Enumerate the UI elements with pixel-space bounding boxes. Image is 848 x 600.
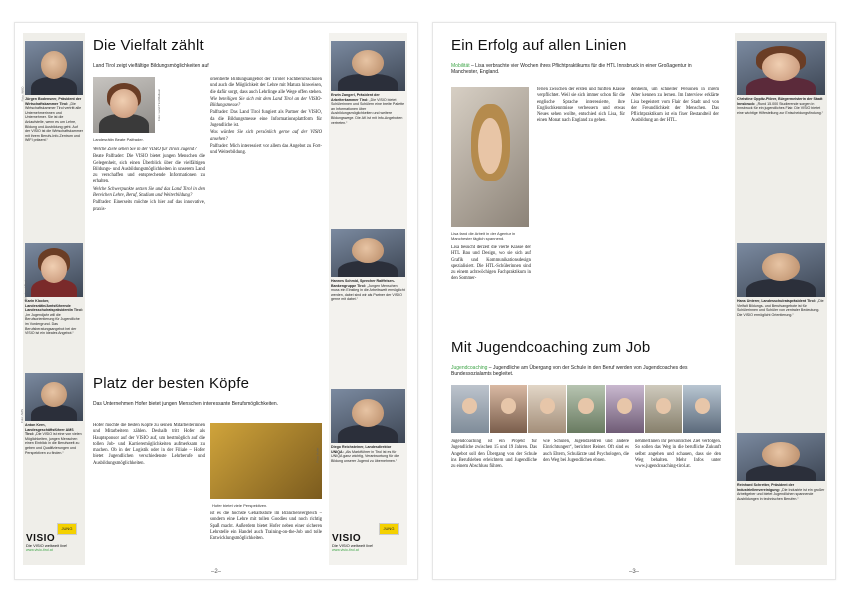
person-name: Jürgen Bodenseer, Präsident der Wirtschaftskammer Tirol: <box>25 97 82 106</box>
article-column: Hofer möchte die besten Köpfe zu seinen Mitarbeiterinnen und Mitarbeitern zählen. Deshalb tritt Hofer als Hauptsponsor auf der VISIO auf, um bestmöglich auf die tollen Job- und Karrieremöglichkeiten aufmerksam zu machen. Ob in der Logistik oder in der Filiale – Hofer bietet Jugendlichen verschiedenste Lehrberufe und Ausbildungsmöglichkeiten. <box>93 423 205 466</box>
left-page <box>14 22 418 580</box>
visio-url[interactable]: www.visio-tirol.at <box>26 548 53 552</box>
portrait-photo <box>25 243 83 297</box>
sidebar-entry <box>331 229 405 302</box>
article-column: nehmerInnen ihr persönliches Ziel verfolgen. So sollen das Weg in die berufliche Zukunft selbst angehen und schauen, dass sie den Weg behalten. Mehr Infos unter www.jugendcoaching-tirol.at. <box>635 439 721 470</box>
portrait-photo <box>25 373 83 421</box>
article-photo <box>210 423 322 499</box>
visio-url[interactable]: www.visio-tirol.at <box>332 548 359 552</box>
visio-badge: JUNG <box>379 523 399 535</box>
article-column: Lisa besucht derzeit die vierte Klasse der HTL Bau und Design, wo sie sich auf Grafik und Kommunikationsdesign spezialisiert. Die HTL-Schülerinnen sind zu einem achtwöchigen Fachpraktikum in den Sommer- <box>451 245 531 282</box>
portrait-photo <box>25 41 83 95</box>
article-lead: Jugendcoaching – Jugendliche am Übergang von der Schule in den Beruf werden von Jugendcoaches des Bundessozialamts begleitet. <box>451 365 688 378</box>
article-title: Mit Jugendcoaching zum Job <box>451 339 651 356</box>
left-sidebar <box>20 33 85 565</box>
article-column: Welche Ziele sehen Sie in der VISIO für Tirols Jugend? Beate Palfrader: Die VISIO bietet jungen Menschen die Gelegenheit, sich einen Überblick über die vielfältigen Bildungs- und Ausbildungsmöglichkeiten in unserem Land zu verschaffen und entsprechende Informationen zu erhalten. Welche Schwerpunkte setzen Sie und das Land Tirol in den Bereichen Lehre, Beruf, Studium und Weiterbildung? Palfrader: Einerseits möchte ich hier auf das innovative, praxis- <box>93 147 205 212</box>
person-name: Anton Kern, Landesgeschäftsführer AMS Tirol: <box>25 423 74 437</box>
article-column: orientierte Bildungsangebot der Tiroler Fachberufsschulen und auch die Möglichkeit der Lehre mit Matura hinweisen, die dafür sorgt, dass auch Lehrlinge alle Wege offen stehen. Wie beteiligen Sie sich mit dem Land Tirol an der VISIO-Bildungsmesse? Palfrader: Das Land Tirol fungiert als Partner der VISIO, da die Bildungsmesse eine Informationsplattform für Jugendliche ist. Was würden Sie sich persönlich gerne auf der VISIO ansehen? Palfrader: Mich interessiert vor allem das Angebot zu Fort- und Weiterbildung. <box>210 77 322 156</box>
person-name: Hannes Schmid, Sprecher Raiffeisen-Bankengruppe Tirol: <box>331 279 395 288</box>
article-kicker: Jugendcoaching <box>451 365 488 371</box>
person-name: Erwin Zangerl, Präsident der Arbeiterkammer Tirol: <box>331 93 380 102</box>
sidebar-entry: Foto: AMS Anton Kern, Landesgeschäftsführer AMS Tirol: „Die VISIO ist eine von vielen Möglichkeiten, jungen Menschen einen Einblick in die Berufswelt zu geben und Qualifizierungen und Perspektiven zu finden.“ <box>25 373 83 455</box>
person-quote: „Die VISIO bietet Schülerinnen und Schülern eine breite Palette an Informationen über Ausbildungsmöglichkeiten und weitere Bildungswege. Die AK ist mit Info-Angeboten vertreten.“ <box>331 97 405 125</box>
visio-tagline: Die VISIO weltweit live! <box>332 543 374 548</box>
person-quote: „Die Vielfalt Bildungs- und Berufsangebote ist für Schülerinnen und Schüler von zentraler Bedeutung. Die VISIO ermöglicht Orientierung.“ <box>737 299 824 317</box>
person-quote: „Als Marktführer in Tirol ist es für UNIQA ganz wichtig, Verantwortung für die Bildung unserer Jugend zu übernehmen.“ <box>331 449 400 463</box>
portrait-photo <box>737 433 825 481</box>
sidebar-entry <box>737 243 825 317</box>
person-name: Reinhard Schretter, Präsident der Industriellenvereinigung: <box>737 483 795 492</box>
visio-logo: VISIO <box>26 533 56 544</box>
person-name: Diego Reichsteiner, Landesdirektor UNIQA: <box>331 445 392 454</box>
photo-strip <box>451 385 721 433</box>
photo-credit: Foto: Land Tirol/Mallaun <box>157 88 162 122</box>
person-quote: „Die Wirtschaftskammer Tirol vertritt alle Unternehmerinnen und Unternehmer. Sie ist die Anlaufstelle, wenn es um Lehre, Bildung und Ausbildung geht. Auf der VISIO ist die Wirtschaftskammer mit ihrem Berufs-Info-Zentrum und WIFI präsent.“ <box>25 101 83 143</box>
article-kicker: Mobilität <box>451 63 470 69</box>
article-title: Ein Erfolg auf allen Linien <box>451 37 627 54</box>
person-quote: „Im Jugendjahr will die Berufsorientierung für Jugendliche im Vordergrund. Das Berufsberatungsangebot bei der VISIO ist ein ideales Angebot.“ <box>25 312 80 336</box>
visio-ad <box>329 521 403 553</box>
photo-caption: Landesrätin Beate Palfrader. <box>93 137 144 142</box>
article-title: Die Vielfalt zählt <box>93 37 204 54</box>
portrait-photo <box>331 229 405 277</box>
article-lead: Land Tirol zeigt vielfältige Bildungsmöglichkeiten auf <box>93 63 209 69</box>
visio-badge: JUNG <box>57 523 77 535</box>
article-title: Platz der besten Köpfe <box>93 375 250 392</box>
person-name: Karin Klocker, Landesrätin/Amtsführende Landesschulratspräsidentin Tirol: <box>25 299 83 313</box>
sidebar-entry <box>331 389 405 463</box>
portrait-photo <box>331 41 405 91</box>
article-photo <box>93 77 155 133</box>
sidebar-entry <box>331 41 405 125</box>
visio-ad <box>23 521 81 553</box>
photo-caption: Lisa fand die Arbeit in der Agentur in Manchester täglich spannend. <box>451 231 516 241</box>
person-quote: „Die Industrie ist ein großer Arbeitgeber und bietet Jugendlichen spannende Ausbildungen in technischen Berufen.“ <box>737 487 825 501</box>
portrait-photo <box>737 243 825 297</box>
sidebar-entry: Foto: WKO Jürgen Bodenseer, Präsident der Wirtschaftskammer Tirol: „Die Wirtschaftskammer Tirol vertritt alle Unternehmerinnen und Unternehmer. Sie ist die Anlaufstelle, wenn es um Lehre, Bildung und Ausbildung geht. Auf der VISIO ist die Wirtschaftskammer mit ihrem Berufs-Info-Zentrum und WIFI präsent.“ <box>25 41 83 143</box>
article-column: ferien zwischen der ersten und fünften Klasse verpflichtet. Weil sie sich immer schon für die englische Sprache interessierte, ihre Englischkenntnisse verbessern und etwas Neues sehen wollte, entschied sich Lisa, für einen Monat nach England zu gehen. <box>537 87 625 124</box>
person-name: Hans Unterer, Landesschulratspräsident Tirol: <box>737 299 817 303</box>
article-column: ist es die höchste Gehaltsstufe im Branchenvergleich – sondern eine Lehre mit tollen Goodies und noch richtig Spaß macht. Außerdem bietet Hofer neben einer sicheren Lehrstelle ein Handel auch Training-on-the-Job und tolle Entwicklungsmöglichkeiten. <box>210 511 322 542</box>
article-lead: Mobilität – Lisa verbrachte vier Wochen ihres Pflichtpraktikums für die HTL Innsbruck in einer Großagentur in Manchester, England. <box>451 63 692 76</box>
page-number: –2– <box>210 569 221 575</box>
person-name: Christine Oppitz-Plörer, Bürgermeisterin der Stadt Innsbruck: <box>737 97 823 106</box>
left-page-right-sidebar <box>329 33 407 565</box>
portrait-photo <box>331 389 405 443</box>
sidebar-entry: Foto: Land Tirol Karin Klocker, Landesrätin/Amtsführende Landesschulratspräsidentin Tirol: „Im Jugendjahr will die Berufsorientierung für Jugendliche im Vordergrund. Das Berufsberatungsangebot bei der VISIO ist ein ideales Angebot.“ <box>25 243 83 336</box>
sidebar-entry <box>737 433 825 501</box>
person-quote: „Rund 15.000 Studierende sorgen in Innsbruck für ein jugendliches Flair. Die VISIO bietet eine wichtige Hilfestellung zur Entscheidungsfindung.“ <box>737 101 823 115</box>
article-lead: Das Unternehmen Hofer bietet jungen Menschen interessante Berufsmöglichkeiten. <box>93 401 279 407</box>
portrait-photo <box>737 41 825 95</box>
person-quote: „Die VISIO ist eine von vielen Möglichkeiten, jungen Menschen einen Einblick in die Berufswelt zu geben und Qualifizierungen und Perspektiven zu finden.“ <box>25 432 82 455</box>
visio-tagline: Die VISIO weltweit live! <box>26 543 68 548</box>
article-column: denheim, um schneller Personen in ihrem Alter kennen zu lernen. Im Interview erklärte Lisa begeistert vom Flair der Stadt und von der Freundlichkeit der Menschen. Das Pflichtpraktikum ist ein fixer Bestandteil der Ausbildung an der HTL. <box>631 87 719 124</box>
visio-logo: VISIO <box>332 533 362 544</box>
right-sidebar <box>735 33 827 565</box>
person-quote: „Jungen Menschen muss ein Einstieg in die Arbeitswelt ermöglicht werden, dabei sind wir als Partner der VISIO gerne mit dabei.“ <box>331 283 405 302</box>
article-column: wie Schulen, Jugendzentren und andere Einrichtungen“, berichtet Reiner. Oft sind es auch Eltern, Schulärzte und Psychologen, die den Weg bei Jugendlichen ebnen. <box>543 439 629 463</box>
right-page <box>432 22 836 580</box>
photo-caption: Hofer bietet viele Perspektiven. <box>212 503 268 508</box>
article-column: Jugendcoaching ist ein Projekt für Jugendliche zwischen 15 und 19 Jahren. Das Angebot soll den Übergang von der Schule ins Berufsleben erleichtern und Jugendliche zu einem Abschluss führen. <box>451 439 537 470</box>
article-photo <box>451 87 529 227</box>
page-number: –3– <box>628 569 639 575</box>
photo-credit: Foto: Hofer <box>315 447 320 463</box>
sidebar-entry <box>737 41 825 115</box>
